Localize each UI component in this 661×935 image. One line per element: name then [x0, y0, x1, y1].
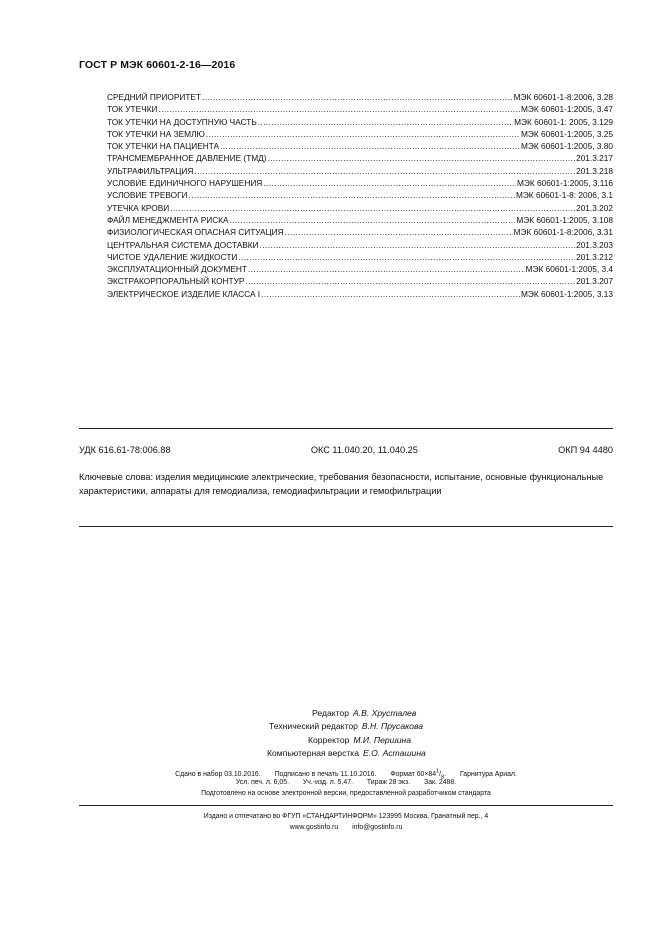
- index-term: ЦЕНТРАЛЬНАЯ СИСТЕМА ДОСТАВКИ: [107, 239, 259, 250]
- index-leader-dots: [202, 91, 513, 103]
- index-leader-dots: [261, 288, 520, 300]
- credit-role: Корректор: [308, 734, 350, 745]
- index-reference: МЭК 60601-1:2005, 3.116: [517, 178, 613, 189]
- credit-name: В.Н. Прусакова: [361, 721, 424, 732]
- index-reference: МЭК 60601-1:2005, 3.13: [521, 288, 613, 299]
- credit-row: [230, 720, 530, 733]
- index-term: ЭЛЕКТРИЧЕСКОЕ ИЗДЕЛИЕ КЛАССА I: [107, 288, 261, 299]
- index-reference: МЭК 60601-1:2005, 3.80: [521, 141, 613, 152]
- print-info-line2: [79, 778, 613, 788]
- index-reference: 201.3.207: [576, 276, 613, 287]
- index-reference: 201.3.202: [576, 202, 613, 213]
- index-entry: [107, 275, 613, 287]
- print-sheets: Усл. печ. л. 6,05.: [235, 779, 289, 786]
- index-term: ЭКСТРАКОРПОРАЛЬНЫЙ КОНТУР: [107, 276, 245, 287]
- index-term: УСЛОВИЕ ЕДИНИЧНОГО НАРУШЕНИЯ: [107, 178, 263, 189]
- credit-row: [230, 734, 530, 747]
- credit-role: Компьютерная верстка: [267, 748, 360, 759]
- index-reference: МЭК 60601-1: 2005, 3.129: [514, 116, 613, 127]
- index-term: ТРАНСМЕМБРАННОЕ ДАВЛЕНИЕ (ТМД): [107, 153, 267, 164]
- index-entry: [107, 91, 613, 103]
- index-term: СРЕДНИЙ ПРИОРИТЕТ: [107, 92, 201, 102]
- index-leader-dots: [263, 177, 516, 189]
- typeface: Гарнитура Ариал.: [459, 771, 517, 779]
- index-term: ФИЗИОЛОГИЧЕСКАЯ ОПАСНАЯ СИТУАЦИЯ: [107, 227, 284, 238]
- index-entry: [107, 165, 613, 177]
- publisher-email[interactable]: info@gostinfo.ru: [352, 824, 403, 831]
- signed-date: Подписано в печать 11.10.2016.: [274, 771, 377, 779]
- index-leader-dots: [206, 128, 520, 140]
- index-entry: [107, 239, 613, 251]
- divider-bottom: [79, 805, 613, 806]
- index-entry: [107, 189, 613, 201]
- index-leader-dots: [285, 226, 513, 238]
- index-reference: МЭК 60601-1-8: 2006, 3.1: [515, 190, 613, 201]
- index-reference: МЭК 60601-1-8:2006, 3.28: [513, 92, 613, 102]
- publisher-contacts: [79, 823, 613, 833]
- index-leader-dots: [258, 116, 513, 128]
- index-leader-dots: [189, 189, 515, 201]
- index-entry: [107, 140, 613, 152]
- credit-role: Редактор: [312, 708, 349, 718]
- credits-block: [230, 707, 530, 761]
- divider-middle: [79, 526, 613, 527]
- index-entry: [107, 226, 613, 238]
- index-entry: [107, 202, 613, 214]
- credit-name: Е.О. Асташина: [363, 748, 426, 759]
- index-leader-dots: [245, 275, 575, 287]
- index-entry: [107, 128, 613, 140]
- index-term: ТОК УТЕЧКИ: [107, 104, 158, 115]
- paper-format: Формат $60\times 84^1/_8$.: [390, 769, 447, 781]
- index-reference: МЭК 60601-1:2005, 3.108: [516, 214, 613, 225]
- index-leader-dots: [194, 165, 575, 177]
- index-leader-dots: [238, 251, 575, 263]
- credit-role: Технический редактор: [269, 721, 358, 732]
- index-reference: МЭК 60601-1:2005, 3.25: [521, 128, 613, 139]
- submitted-date: Сдано в набор 03.10.2016.: [175, 771, 261, 779]
- terms-index: [107, 91, 613, 300]
- index-entry: [107, 288, 613, 300]
- index-reference: МЭК 60601-1-8:2006, 3.31: [513, 227, 613, 238]
- credit-row: [230, 747, 530, 760]
- index-entry: [107, 177, 613, 189]
- print-run: Тираж 28 экз.: [366, 779, 411, 786]
- index-reference: 201.3.212: [576, 251, 613, 262]
- index-term: ТОК УТЕЧКИ НА ЗЕМЛЮ: [107, 128, 205, 139]
- format-prefix: Формат 60×84: [390, 771, 437, 779]
- credit-row: [230, 707, 530, 720]
- classification-row: [79, 445, 613, 455]
- index-reference: 201.3.218: [576, 165, 613, 176]
- index-reference: 201.3.217: [576, 153, 613, 164]
- okp-code: ОКП 94 4480: [558, 445, 613, 455]
- publisher-address: Издано и отпечатано во ФГУП «СТАНДАРТИНФОРМ» 123995 Москва, Гранатный пер., 4: [203, 813, 489, 820]
- standard-header: ГОСТ Р МЭК 60601-2-16—2016: [79, 59, 236, 71]
- order-number: Зак. 2488.: [424, 779, 457, 786]
- index-term: УЛЬТРАФИЛЬТРАЦИЯ: [107, 165, 194, 176]
- index-term: ЭКСПЛУАТАЦИОННЫЙ ДОКУМЕНТ: [107, 264, 247, 275]
- edition-sheets: Уч.-изд. л. 5,47.: [302, 779, 353, 786]
- index-leader-dots: [248, 263, 525, 275]
- index-term: УТЕЧКА КРОВИ: [107, 202, 170, 213]
- udk-code: УДК 616.61-78:006.88: [79, 445, 171, 455]
- index-leader-dots: [159, 103, 521, 115]
- index-leader-dots: [260, 239, 575, 251]
- format-denominator: 8: [441, 774, 445, 781]
- print-info-line3: Подготовлено на основе электронной версии, предоставленной разработчиком стандарта: [201, 790, 491, 797]
- index-term: УСЛОВИЕ ТРЕВОГИ: [107, 190, 188, 201]
- index-entry: [107, 103, 613, 115]
- index-entry: [107, 251, 613, 263]
- keywords-text: Ключевые слова: изделия медицинские электрические, требования безопасности, испытание, основные функциональные характеристики, аппараты для гемодиализа, гемодиафильтрации и гемофильтрации: [79, 472, 604, 496]
- index-term: ФАЙЛ МЕНЕДЖМЕНТА РИСКА: [107, 214, 229, 225]
- publisher-website[interactable]: www.gostinfo.ru: [289, 824, 339, 831]
- credit-name: М.И. Першина: [353, 734, 412, 745]
- index-leader-dots: [170, 202, 575, 214]
- index-entry: [107, 116, 613, 128]
- format-numerator: 1: [436, 769, 440, 775]
- index-reference: МЭК 60601-1:2005, 3.4: [525, 264, 613, 275]
- index-leader-dots: [268, 152, 576, 164]
- index-entry: [107, 263, 613, 275]
- oks-code: ОКС 11.040.20, 11.040.25: [310, 445, 418, 455]
- index-term: ТОК УТЕЧКИ НА ПАЦИЕНТА: [107, 141, 220, 152]
- index-entry: [107, 152, 613, 164]
- index-term: ЧИСТОЕ УДАЛЕНИЕ ЖИДКОСТИ: [107, 251, 238, 262]
- index-reference: 201.3.203: [576, 239, 613, 250]
- index-reference: МЭК 60601-1:2005, 3.47: [521, 104, 613, 115]
- index-entry: [107, 214, 613, 226]
- divider-top: [79, 428, 613, 429]
- index-leader-dots: [220, 140, 520, 152]
- index-term: ТОК УТЕЧКИ НА ДОСТУПНУЮ ЧАСТЬ: [107, 116, 257, 127]
- credit-name: А.В. Хрусталев: [353, 708, 417, 718]
- index-leader-dots: [230, 214, 516, 226]
